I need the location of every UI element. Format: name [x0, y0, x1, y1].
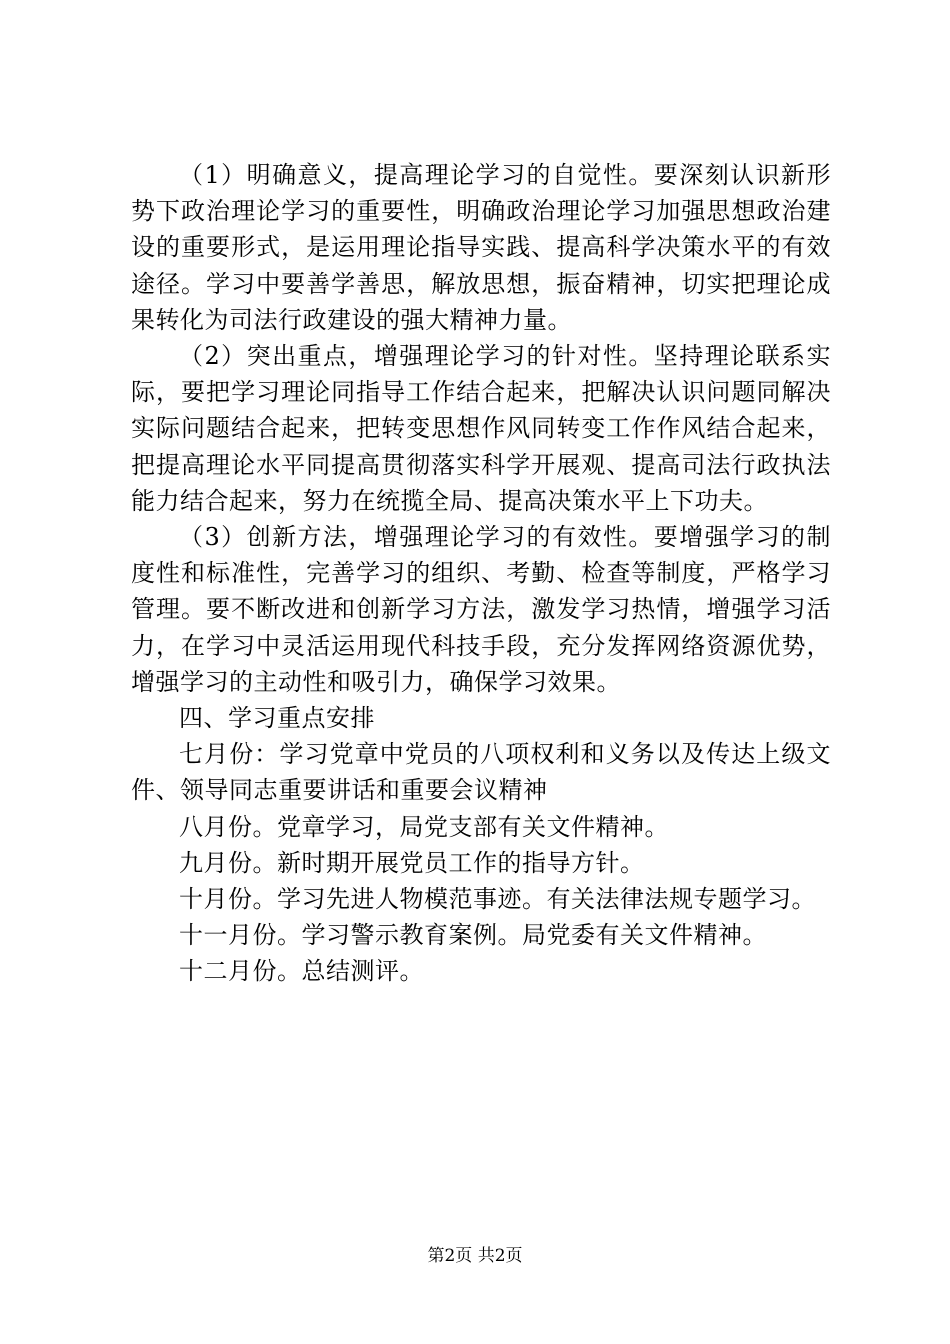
paragraph-meaning: （1）明确意义，提高理论学习的自觉性。要深刻认识新形势下政治理论学习的重要性，明确政治理论学习加强思想政治建设的重要形式，是运用理论指导实践、提高科学决策水平的有效途径。学习中要善学善思，解放思想，振奋精神，切实把理论成果转化为司法行政建设的强大精神力量。	[131, 161, 831, 334]
schedule-item-november: 十一月份。学习警示教育案例。局党委有关文件精神。	[179, 921, 767, 950]
page-number-footer: 第2页 共2页	[427, 1246, 523, 1266]
schedule-item-september: 九月份。新时期开展党员工作的指导方针。	[179, 848, 645, 877]
paragraph-focus: （2）突出重点，增强理论学习的针对性。坚持理论联系实际，要把学习理论同指导工作结合起来，把解决认识问题同解决实际问题结合起来，把转变思想作风同转变工作作风结合起来，把提高理论水平同提高贯彻落实科学开展观、提高司法行政执法能力结合起来，努力在统揽全局、提高决策水平上下功夫。	[131, 342, 831, 515]
schedule-item-august: 八月份。党章学习，局党支部有关文件精神。	[179, 812, 669, 841]
schedule-item-october: 十月份。学习先进人物模范事迹。有关法律法规专题学习。	[179, 885, 816, 914]
document-body	[131, 157, 831, 990]
paragraph-method: （3）创新方法，增强理论学习的有效性。要增强学习的制度性和标准性，完善学习的组织、考勤、检查等制度，严格学习管理。要不断改进和创新学习方法，激发学习热情，增强学习活力，在学习中灵活运用现代科技手段，充分发挥网络资源优势，增强学习的主动性和吸引力，确保学习效果。	[131, 523, 831, 696]
schedule-item-december: 十二月份。总结测评。	[179, 957, 424, 986]
schedule-item-july: 七月份：学习党章中党员的八项权利和义务以及传达上级文件、领导同志重要讲话和重要会议精神	[131, 740, 831, 805]
section-heading: 四、学习重点安排	[179, 704, 375, 733]
